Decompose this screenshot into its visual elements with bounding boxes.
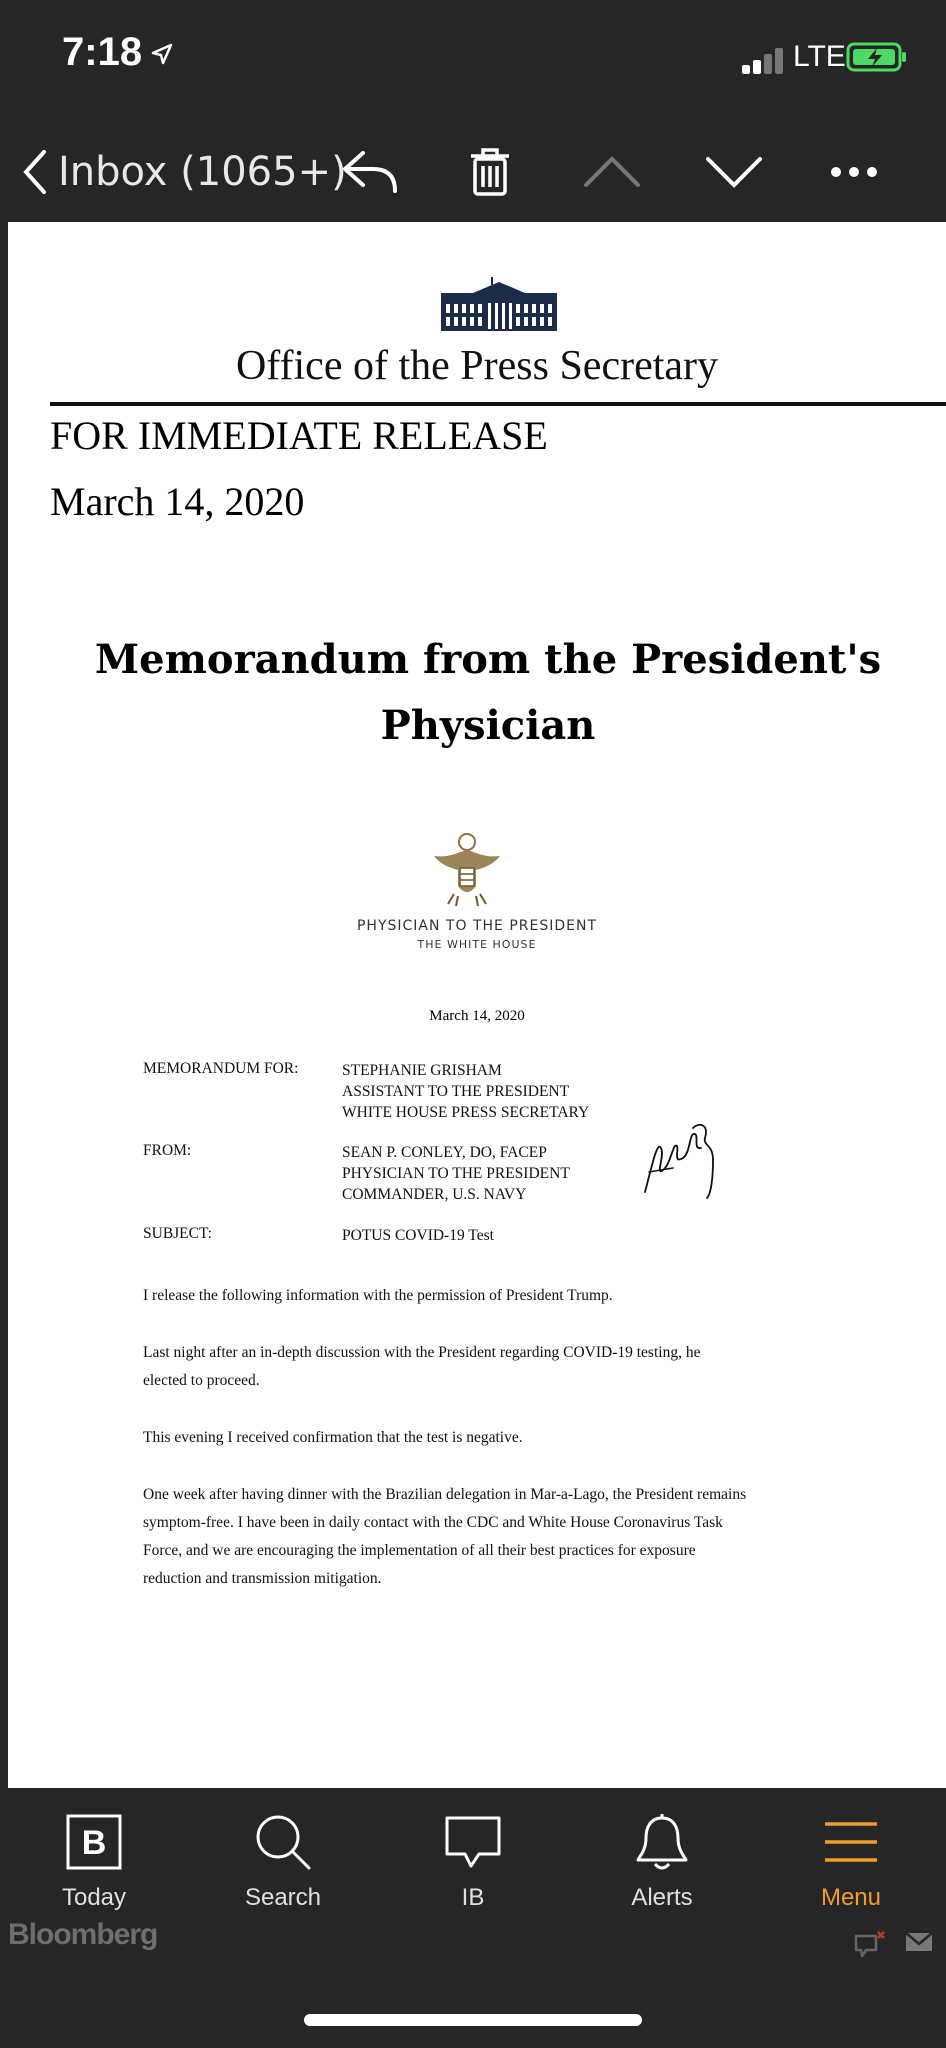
memo-from-sender [342,1142,570,1205]
battery-charging-icon [846,42,908,72]
release-label: FOR IMMEDIATE RELEASE [50,413,548,458]
press-office-heading: Office of the Press Secretary [235,343,719,389]
email-body[interactable] [8,222,946,1788]
sender-name: SEAN P. CONLEY, DO, FACEP [342,1144,547,1161]
sender-rank: COMMANDER, U.S. NAVY [342,1186,527,1203]
bloomberg-b-icon [66,1814,122,1870]
tab-search-label: Search [244,1884,322,1911]
memo-paragraph-4 [143,1481,823,1593]
search-icon [253,1812,313,1872]
status-bar [0,0,946,120]
sender-title: PHYSICIAN TO THE PRESIDENT [342,1165,570,1182]
home-indicator[interactable] [304,2014,642,2026]
memo-paragraph-3 [143,1424,823,1452]
chevron-down-icon [704,155,764,189]
memo-paragraph-2 [143,1339,823,1395]
memo-for-label: MEMORANDUM FOR: [143,1060,299,1077]
recipient-title: ASSISTANT TO THE PRESIDENT [342,1083,570,1100]
memo-subject-label: SUBJECT: [143,1225,212,1242]
location-arrow-icon [150,42,174,66]
inbox-label: Inbox (1065+) [58,149,347,195]
mail-icon [904,1930,934,1954]
physician-header: PHYSICIAN TO THE PRESIDENT [356,918,598,934]
network-type: LTE [793,40,846,73]
recipient-role: WHITE HOUSE PRESS SECRETARY [342,1104,590,1121]
status-time: 7:18 [62,30,143,74]
previous-message-button[interactable] [582,142,642,202]
release-date: March 14, 2020 [50,479,305,524]
trash-icon [469,147,511,197]
presidential-seal-emblem [428,832,506,908]
tab-ib-label: IB [461,1884,485,1911]
chat-bubble-icon [443,1814,503,1870]
memo-paragraph-1 [143,1282,823,1310]
tab-ib[interactable] [408,1808,538,1912]
chevron-up-icon [582,155,642,189]
next-message-button[interactable] [704,142,764,202]
memo-date: March 14, 2020 [429,1008,525,1024]
memo-paragraph-1-text: I release the following information with the permission of President Trump. [143,1287,613,1304]
tab-search[interactable] [218,1808,348,1912]
delete-button[interactable] [460,142,520,202]
bloomberg-wordmark: Bloomberg [8,1918,158,1951]
header-divider [50,402,946,406]
tab-today[interactable] [29,1808,159,1912]
memo-subject: POTUS COVID-19 Test [342,1227,494,1244]
hamburger-menu-icon [823,1820,879,1864]
tab-menu-label: Menu [820,1884,882,1911]
back-to-inbox-button[interactable] [20,142,347,202]
bell-icon [634,1812,690,1872]
handwritten-signature [643,1120,733,1202]
memo-title [88,627,888,759]
tab-today-label: Today [61,1884,127,1911]
svg-text:B: B [81,1824,107,1862]
bottom-tab-bar [0,1788,946,1938]
message-status-icon [854,1930,886,1958]
tab-alerts[interactable] [597,1808,727,1912]
memo-paragraph-2-line1: Last night after an in-depth discussion with the President regarding COVID-19 testing, he [143,1344,701,1361]
white-house-subheader: THE WHITE HOUSE [417,938,537,951]
more-dots-icon [830,166,878,178]
more-options-button[interactable] [824,142,884,202]
memo-title-line1: Memorandum from the President's [94,636,882,683]
recipient-name: STEPHANIE GRISHAM [342,1062,502,1079]
memo-paragraph-3-text: This evening I received confirmation that the test is negative. [143,1429,523,1446]
memo-paragraph-2-line2: elected to proceed. [143,1372,260,1389]
tab-alerts-label: Alerts [631,1884,693,1911]
reply-icon [341,149,399,195]
memo-paragraph-4-line2: symptom-free. I have been in daily contact with the CDC and White House Coronavirus Task [143,1514,723,1531]
white-house-logo [441,277,557,333]
memo-paragraph-4-line1: One week after having dinner with the Brazilian delegation in Mar-a-Lago, the President remains [143,1486,747,1503]
memo-paragraph-4-line3: Force, and we are encouraging the implementation of all their best practices for exposure [143,1542,696,1559]
memo-title-line2: Physician [380,702,596,749]
memo-from-label: FROM: [143,1142,192,1159]
email-toolbar [0,120,946,222]
chevron-left-icon [20,148,48,196]
memo-for-recipient [342,1060,589,1123]
cellular-signal-icon [742,48,788,74]
memo-paragraph-4-line4: reduction and transmission mitigation. [143,1570,382,1587]
reply-button[interactable] [340,142,400,202]
tab-menu[interactable] [786,1808,916,1912]
